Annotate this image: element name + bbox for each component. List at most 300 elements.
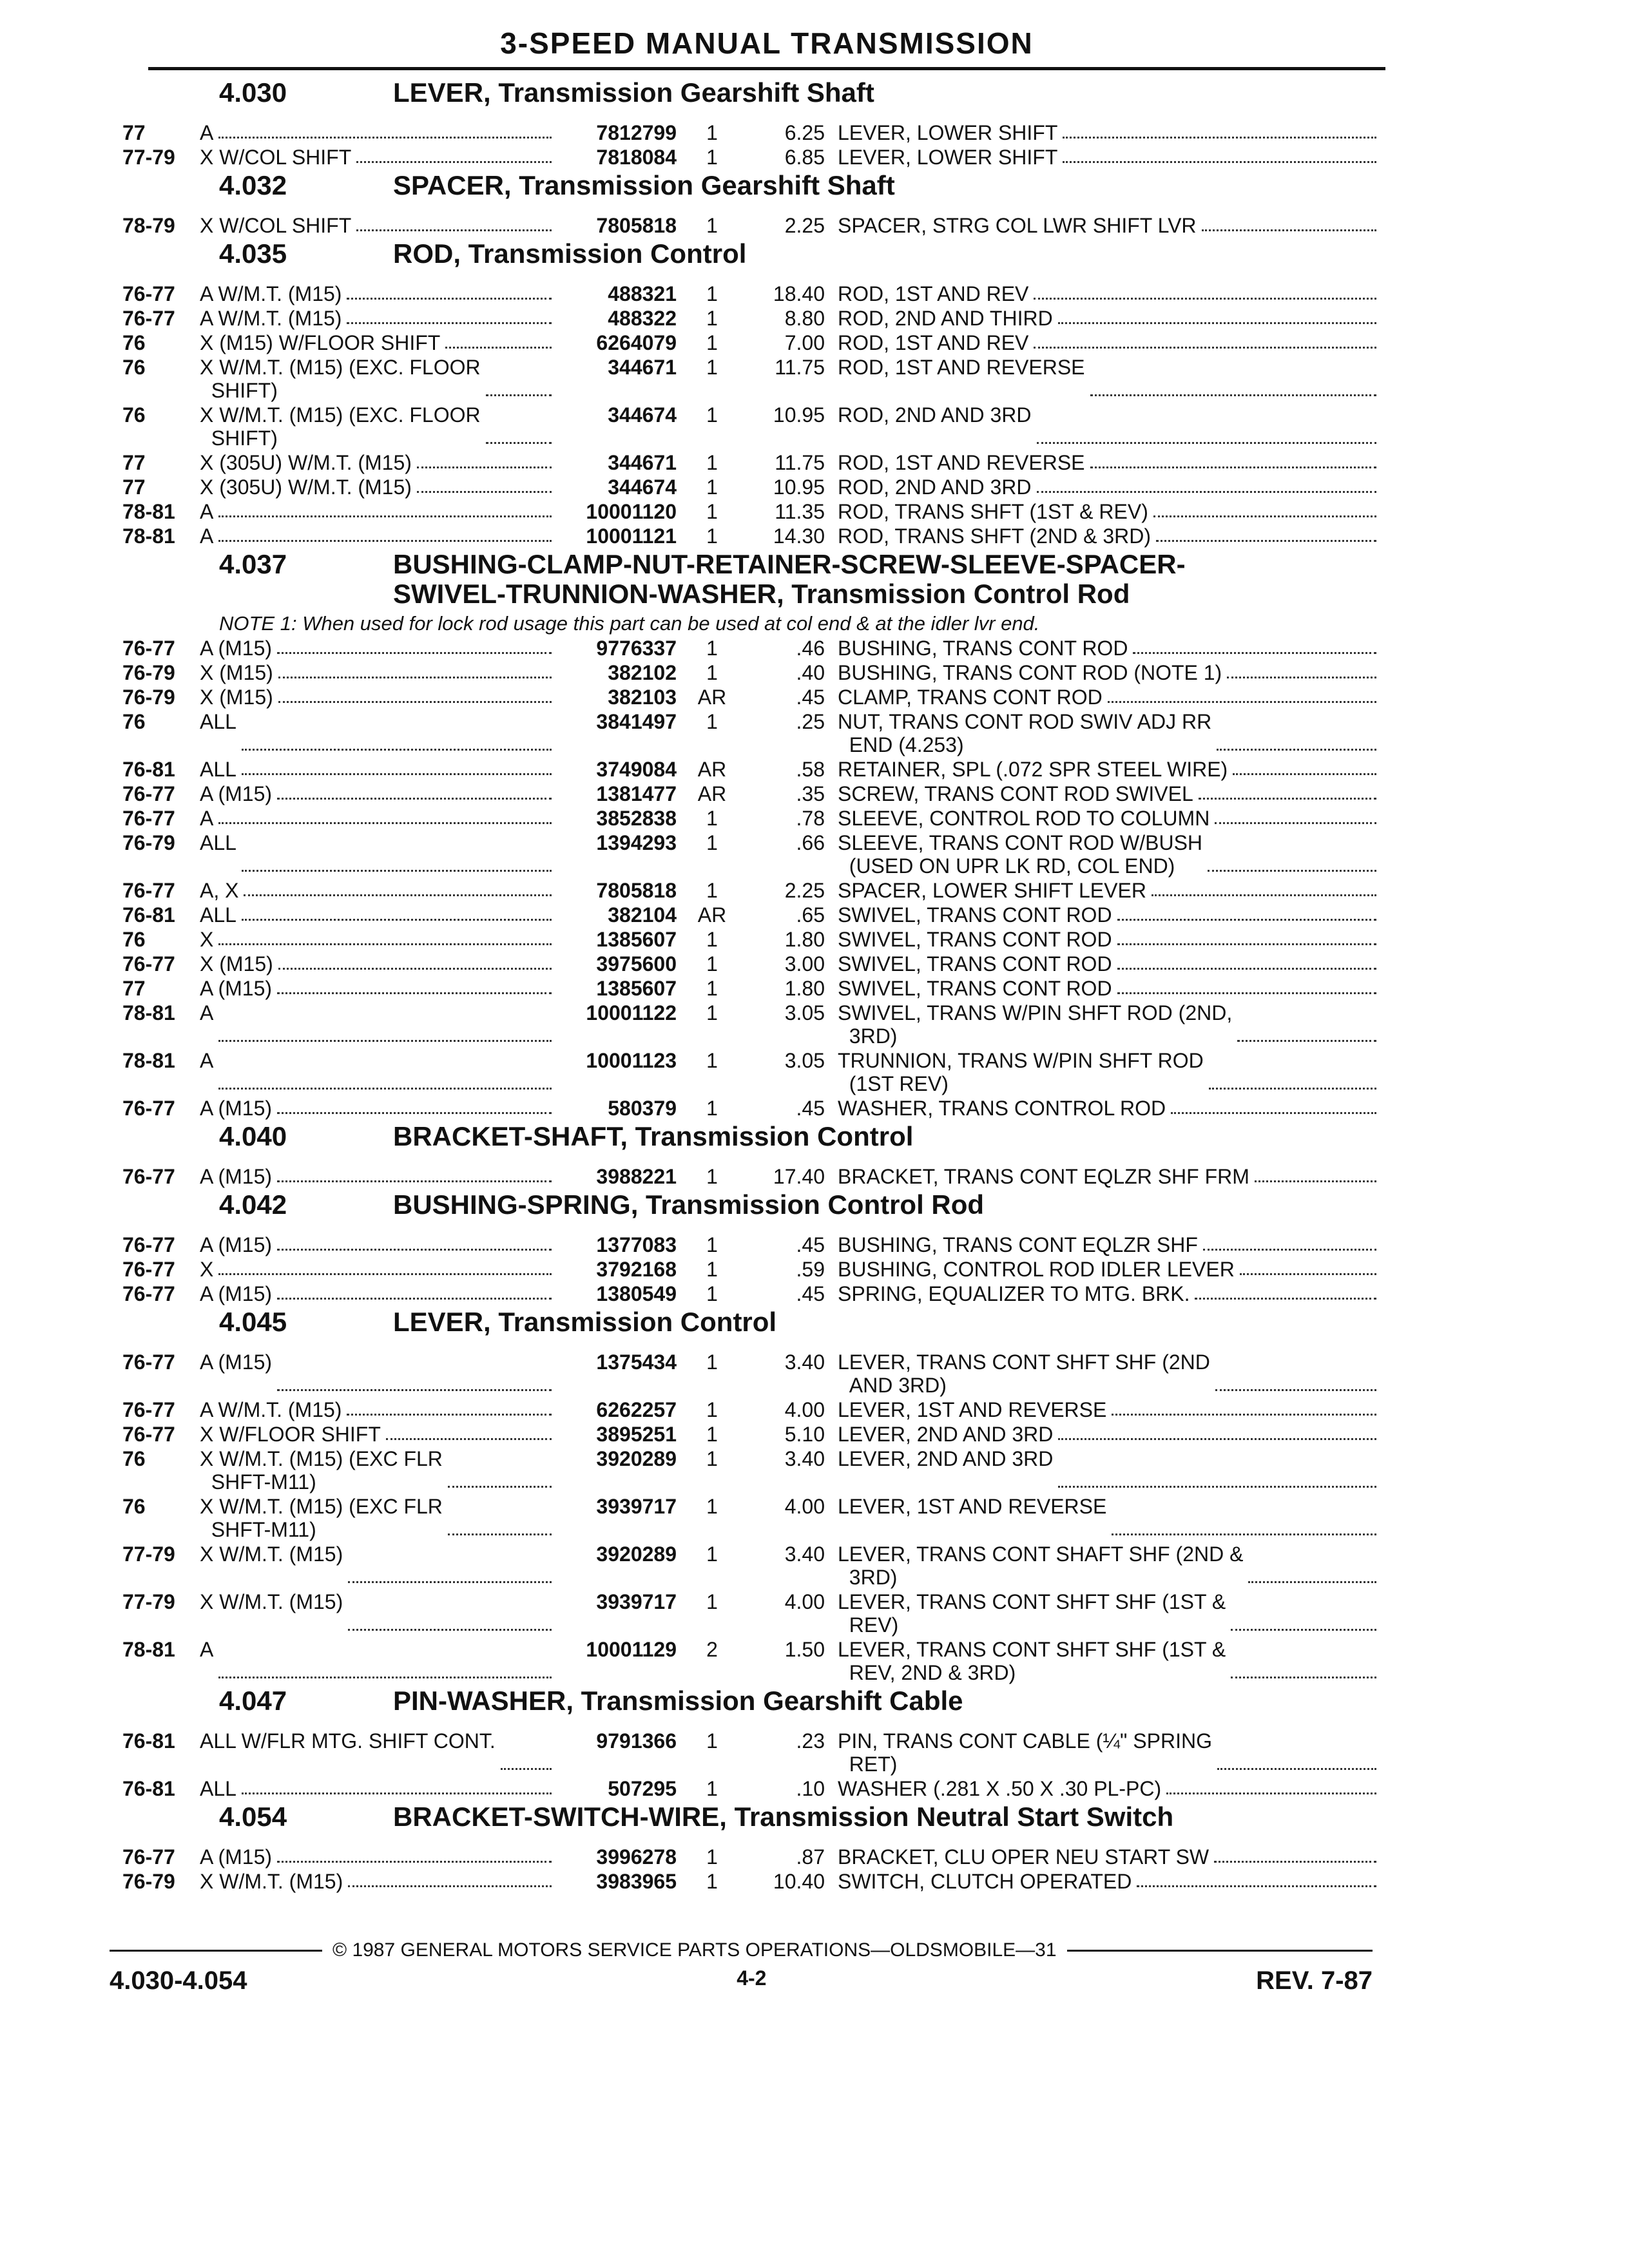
model-years: 76 <box>122 403 146 427</box>
usage-description <box>200 1729 561 1776</box>
leader-dots <box>445 347 552 349</box>
part-name-text: LEVER, 2ND AND 3RD <box>838 1447 1054 1470</box>
part-row <box>122 1233 1385 1256</box>
leader-dots <box>242 870 552 872</box>
leader-dots <box>1199 798 1376 800</box>
price: .45 <box>796 1282 825 1305</box>
part-number: 3852838 <box>596 807 677 830</box>
quantity: 1 <box>706 524 718 548</box>
part-number: 1377083 <box>596 1233 677 1256</box>
part-number: 3988221 <box>596 1165 677 1188</box>
section-header <box>122 1189 1385 1233</box>
usage-text: A <box>200 1001 214 1024</box>
part-number: 3920289 <box>596 1542 677 1566</box>
leader-dots <box>1063 137 1376 139</box>
part-row <box>122 1870 1385 1893</box>
usage-text: A (M15) <box>200 977 273 1000</box>
part-name-text: ROD, 1ST AND REV <box>838 331 1029 354</box>
leader-dots <box>1156 540 1376 542</box>
usage-description <box>200 1447 561 1494</box>
price: 6.25 <box>784 121 825 144</box>
part-name-text: SLEEVE, TRANS CONT ROD W/BUSH (USED ON UPR LK RD, COL END) <box>838 831 1203 878</box>
section-header <box>122 170 1385 214</box>
leader-dots <box>1037 442 1377 444</box>
leader-dots <box>218 943 552 945</box>
model-years: 77-79 <box>122 1542 175 1566</box>
usage-text: X W/M.T. (M15) <box>200 1590 343 1613</box>
leader-dots <box>1215 822 1376 824</box>
part-number: 3792168 <box>596 1258 677 1281</box>
section-header <box>122 1802 1385 1845</box>
usage-text: A (M15) <box>200 1233 273 1256</box>
section-4-037 <box>122 549 1385 1120</box>
leader-dots <box>1227 677 1376 678</box>
part-row <box>122 903 1385 927</box>
part-name-text: LEVER, TRANS CONT SHAFT SHF (2ND & 3RD) <box>838 1542 1244 1589</box>
part-name <box>838 1870 1385 1893</box>
section-title: LEVER, Transmission Gearshift Shaft <box>393 77 874 108</box>
section-4-032 <box>122 170 1385 237</box>
leader-dots <box>278 968 552 970</box>
usage-description <box>200 331 561 354</box>
section-header <box>122 1686 1385 1729</box>
model-years: 76 <box>122 1447 146 1470</box>
part-name <box>838 1001 1385 1048</box>
parts-catalog <box>122 77 1385 1894</box>
leader-dots <box>486 442 552 444</box>
usage-text: A (M15) <box>200 1165 273 1188</box>
price: .45 <box>796 686 825 709</box>
part-name-text: LEVER, 1ST AND REVERSE <box>838 1495 1107 1518</box>
price: 3.00 <box>784 952 825 975</box>
leader-dots <box>242 749 552 751</box>
part-name <box>838 1165 1385 1188</box>
quantity: 1 <box>706 1097 718 1120</box>
leader-dots <box>1133 652 1376 654</box>
part-name-text: ROD, TRANS SHFT (1ST & REV) <box>838 500 1148 523</box>
part-row <box>122 782 1385 805</box>
quantity: 1 <box>706 637 718 660</box>
price: 4.00 <box>784 1495 825 1518</box>
leader-dots <box>218 515 552 517</box>
price: .45 <box>796 1233 825 1256</box>
price: 11.35 <box>775 500 825 523</box>
part-name <box>838 1729 1385 1776</box>
usage-text: X W/M.T. (M15) <box>200 1542 343 1566</box>
section-header <box>122 77 1385 121</box>
part-number: 488322 <box>608 307 677 330</box>
usage-text: ALL W/FLR MTG. SHIFT CONT. <box>200 1729 496 1753</box>
usage-text: ALL <box>200 710 236 733</box>
model-years: 76-77 <box>122 807 175 830</box>
leader-dots <box>1108 701 1376 703</box>
usage-text: ALL <box>200 758 236 781</box>
price: .35 <box>796 782 825 805</box>
leader-dots <box>347 322 552 324</box>
part-name <box>838 1638 1385 1684</box>
leader-dots <box>1034 298 1376 300</box>
leader-dots <box>244 894 552 896</box>
leader-dots <box>277 1298 552 1300</box>
leader-dots <box>242 919 552 921</box>
quantity: 1 <box>706 146 718 169</box>
model-years: 76-77 <box>122 952 175 975</box>
section-code: 4.037 <box>219 549 287 579</box>
footer-rule-left <box>110 1950 322 1952</box>
leader-dots <box>277 992 552 994</box>
usage-text: A (M15) <box>200 637 273 660</box>
model-years: 78-81 <box>122 524 175 548</box>
usage-description <box>200 1777 561 1800</box>
price: .25 <box>796 710 825 733</box>
quantity: 1 <box>706 831 718 854</box>
price: .23 <box>796 1729 825 1753</box>
price: .46 <box>796 637 825 660</box>
price: .10 <box>796 1777 825 1800</box>
price: 5.10 <box>784 1423 825 1446</box>
part-name <box>838 146 1385 169</box>
usage-text: X (M15) W/FLOOR SHIFT <box>200 331 441 354</box>
part-name-text: SCREW, TRANS CONT ROD SWIVEL <box>838 782 1193 805</box>
part-name <box>838 879 1385 902</box>
section-title: SPACER, Transmission Gearshift Shaft <box>393 170 895 200</box>
part-name-text: BUSHING, TRANS CONT EQLZR SHF <box>838 1233 1198 1256</box>
leader-dots <box>1202 229 1376 231</box>
part-row <box>122 1845 1385 1869</box>
leader-dots <box>1209 1088 1376 1090</box>
price: 3.40 <box>784 1447 825 1470</box>
part-row <box>122 879 1385 902</box>
quantity: AR <box>697 686 727 709</box>
part-name <box>838 524 1385 548</box>
part-name <box>838 710 1385 756</box>
price: .87 <box>796 1845 825 1869</box>
part-row <box>122 500 1385 523</box>
price: 3.40 <box>784 1542 825 1566</box>
part-row <box>122 331 1385 354</box>
part-row <box>122 710 1385 756</box>
model-years: 76-77 <box>122 637 175 660</box>
part-row <box>122 1049 1385 1095</box>
leader-dots <box>278 701 552 703</box>
model-years: 76-77 <box>122 307 175 330</box>
part-name <box>838 782 1385 805</box>
model-years: 76 <box>122 356 146 379</box>
part-row <box>122 1258 1385 1281</box>
leader-dots <box>348 1581 552 1583</box>
leader-dots <box>218 1677 552 1678</box>
page-footer <box>110 1939 1373 1995</box>
part-row <box>122 214 1385 237</box>
usage-description <box>200 1495 561 1541</box>
part-name-text: BRACKET, TRANS CONT EQLZR SHF FRM <box>838 1165 1249 1188</box>
usage-text: A W/M.T. (M15) <box>200 307 342 330</box>
leader-dots <box>277 1861 552 1863</box>
usage-description <box>200 637 561 660</box>
quantity: 1 <box>706 476 718 499</box>
usage-text: A <box>200 1638 214 1661</box>
part-name-text: SWIVEL, TRANS CONT ROD <box>838 977 1112 1000</box>
quantity: 1 <box>706 1729 718 1753</box>
usage-text: A <box>200 500 214 523</box>
section-header <box>122 549 1385 611</box>
part-name <box>838 1282 1385 1305</box>
leader-dots <box>356 161 552 163</box>
leader-dots <box>1237 1040 1376 1042</box>
part-name-text: SLEEVE, CONTROL ROD TO COLUMN <box>838 807 1210 830</box>
part-number: 10001120 <box>586 500 677 523</box>
section-code: 4.030 <box>219 77 287 108</box>
part-name <box>838 1777 1385 1800</box>
quantity: 1 <box>706 1845 718 1869</box>
footer-range: 4.030-4.054 <box>110 1966 247 1995</box>
part-name-text: LEVER, TRANS CONT SHFT SHF (1ST & REV, 2ND & 3RD) <box>838 1638 1226 1684</box>
part-row <box>122 121 1385 144</box>
usage-description <box>200 1870 561 1893</box>
part-number: 1375434 <box>596 1350 677 1374</box>
price: .58 <box>796 758 825 781</box>
part-name <box>838 903 1385 927</box>
leader-dots <box>1248 1581 1376 1583</box>
part-row <box>122 451 1385 474</box>
leader-dots <box>347 298 552 300</box>
part-number: 10001121 <box>586 524 677 548</box>
part-number: 1381477 <box>596 782 677 805</box>
part-number: 344671 <box>608 356 677 379</box>
usage-text: X W/M.T. (M15) (EXC. FLOOR SHIFT) <box>200 403 481 450</box>
usage-text: X W/FLOOR SHIFT <box>200 1423 381 1446</box>
quantity: 1 <box>706 928 718 951</box>
part-row <box>122 637 1385 660</box>
usage-description <box>200 1001 561 1048</box>
part-row <box>122 807 1385 830</box>
part-row <box>122 476 1385 499</box>
part-name-text: WASHER (.281 X .50 X .30 PL-PC) <box>838 1777 1162 1800</box>
usage-text: A <box>200 524 214 548</box>
part-name-text: WASHER, TRANS CONTROL ROD <box>838 1097 1166 1120</box>
leader-dots <box>1137 1885 1376 1887</box>
part-name <box>838 928 1385 951</box>
part-name <box>838 214 1385 237</box>
section-title: BUSHING-SPRING, Transmission Control Rod <box>393 1189 985 1220</box>
model-years: 76 <box>122 1495 146 1518</box>
part-name <box>838 476 1385 499</box>
footer-rule-right <box>1067 1950 1373 1952</box>
model-years: 77 <box>122 451 146 474</box>
model-years: 76 <box>122 928 146 951</box>
price: .65 <box>796 903 825 927</box>
part-row <box>122 403 1385 450</box>
quantity: 1 <box>706 403 718 427</box>
model-years: 76-81 <box>122 1729 175 1753</box>
usage-text: X W/M.T. (M15) <box>200 1870 343 1893</box>
leader-dots <box>1058 322 1376 324</box>
part-name-text: SPACER, LOWER SHIFT LEVER <box>838 879 1146 902</box>
quantity: 1 <box>706 282 718 305</box>
model-years: 76-79 <box>122 831 175 854</box>
part-name-text: LEVER, LOWER SHIFT <box>838 121 1058 144</box>
model-years: 78-79 <box>122 214 175 237</box>
part-row <box>122 146 1385 169</box>
part-number: 6262257 <box>596 1398 677 1421</box>
footer-line <box>110 1939 1373 1961</box>
part-name-text: ROD, 1ST AND REV <box>838 282 1029 305</box>
usage-text: A W/M.T. (M15) <box>200 282 342 305</box>
usage-text: A <box>200 1049 214 1072</box>
part-number: 1380549 <box>596 1282 677 1305</box>
model-years: 76-77 <box>122 1165 175 1188</box>
part-number: 3996278 <box>596 1845 677 1869</box>
leader-dots <box>1063 161 1376 163</box>
model-years: 77 <box>122 476 146 499</box>
part-name-text: SWIVEL, TRANS CONT ROD <box>838 952 1112 975</box>
quantity: 1 <box>706 121 718 144</box>
part-name <box>838 807 1385 830</box>
usage-description <box>200 928 561 951</box>
section-title: BRACKET-SWITCH-WIRE, Transmission Neutral Start Switch <box>393 1802 1174 1832</box>
part-row <box>122 758 1385 781</box>
leader-dots <box>277 798 552 800</box>
part-row <box>122 977 1385 1000</box>
part-name-text: LEVER, 1ST AND REVERSE <box>838 1398 1107 1421</box>
price: .40 <box>796 661 825 684</box>
usage-text: A (M15) <box>200 1282 273 1305</box>
model-years: 76-77 <box>122 1233 175 1256</box>
usage-description <box>200 758 561 781</box>
usage-description <box>200 831 561 878</box>
section-code: 4.054 <box>219 1802 287 1832</box>
usage-description <box>200 282 561 305</box>
usage-text: X (M15) <box>200 686 273 709</box>
price: 1.80 <box>784 977 825 1000</box>
section-4-054 <box>122 1802 1385 1893</box>
part-name-text: LEVER, TRANS CONT SHFT SHF (2ND AND 3RD) <box>838 1350 1210 1397</box>
part-row <box>122 1282 1385 1305</box>
quantity: 1 <box>706 214 718 237</box>
part-name-text: CLAMP, TRANS CONT ROD <box>838 686 1103 709</box>
part-name <box>838 451 1385 474</box>
part-number: 3749084 <box>596 758 677 781</box>
usage-text: X W/M.T. (M15) (EXC FLR SHFT-M11) <box>200 1447 443 1494</box>
quantity: 1 <box>706 1590 718 1613</box>
part-name <box>838 977 1385 1000</box>
usage-text: A <box>200 121 214 144</box>
part-name <box>838 356 1385 402</box>
model-years: 76-77 <box>122 1097 175 1120</box>
part-row <box>122 1495 1385 1541</box>
usage-description <box>200 782 561 805</box>
part-name <box>838 831 1385 878</box>
usage-description <box>200 1282 561 1305</box>
quantity: 1 <box>706 1049 718 1072</box>
section-code: 4.040 <box>219 1121 287 1151</box>
part-number: 1385607 <box>596 928 677 951</box>
leader-dots <box>218 822 552 824</box>
footer-page-number: 4-2 <box>737 1966 767 1990</box>
part-row <box>122 1777 1385 1800</box>
usage-description <box>200 661 561 684</box>
part-row <box>122 1638 1385 1684</box>
part-name <box>838 637 1385 660</box>
usage-text: A, X <box>200 879 239 902</box>
section-note: NOTE 1: When used for lock rod usage this part can be used at col end & at the idler lvr end. <box>219 612 1040 635</box>
usage-text: A (M15) <box>200 1097 273 1120</box>
section-4-047 <box>122 1686 1385 1800</box>
price: 3.05 <box>784 1001 825 1024</box>
price: 8.80 <box>784 307 825 330</box>
quantity: 1 <box>706 1165 718 1188</box>
quantity: 1 <box>706 1870 718 1893</box>
leader-dots <box>1214 1861 1376 1863</box>
part-number: 382104 <box>608 903 677 927</box>
part-number: 7805818 <box>596 879 677 902</box>
usage-text: ALL <box>200 831 236 854</box>
part-name-text: BRACKET, CLU OPER NEU START SW <box>838 1845 1210 1869</box>
model-years: 76-79 <box>122 661 175 684</box>
part-name-text: ROD, 1ST AND REVERSE <box>838 451 1085 474</box>
section-title: PIN-WASHER, Transmission Gearshift Cable <box>393 1686 963 1716</box>
part-name-text: SPACER, STRG COL LWR SHIFT LVR <box>838 214 1197 237</box>
quantity: 1 <box>706 451 718 474</box>
part-name <box>838 403 1385 450</box>
part-row <box>122 1590 1385 1637</box>
usage-text: X W/M.T. (M15) (EXC. FLOOR SHIFT) <box>200 356 481 402</box>
part-name-text: PIN, TRANS CONT CABLE (¼" SPRING RET) <box>838 1729 1212 1776</box>
footer-bottom <box>110 1966 1373 1995</box>
price: 11.75 <box>775 356 825 379</box>
model-years: 76-77 <box>122 1350 175 1374</box>
price: 6.85 <box>784 146 825 169</box>
part-name-text: SWIVEL, TRANS CONT ROD <box>838 928 1112 951</box>
usage-description <box>200 710 561 756</box>
leader-dots <box>1255 1180 1376 1182</box>
part-name <box>838 121 1385 144</box>
part-row <box>122 952 1385 975</box>
leader-dots <box>1166 1792 1376 1794</box>
part-name <box>838 331 1385 354</box>
price: 10.95 <box>773 403 825 427</box>
leader-dots <box>1208 870 1376 872</box>
part-row <box>122 356 1385 402</box>
model-years: 77 <box>122 121 146 144</box>
section-4-040 <box>122 1121 1385 1188</box>
model-years: 76-81 <box>122 903 175 927</box>
price: 18.40 <box>773 282 825 305</box>
part-number: 10001123 <box>586 1049 677 1072</box>
quantity: 1 <box>706 1001 718 1024</box>
model-years: 76 <box>122 331 146 354</box>
leader-dots <box>1231 1629 1376 1631</box>
usage-text: X (M15) <box>200 952 273 975</box>
part-row <box>122 1097 1385 1120</box>
leader-dots <box>1037 491 1377 493</box>
usage-description <box>200 952 561 975</box>
footer-revision: REV. 7-87 <box>1256 1966 1373 1995</box>
part-number: 3975600 <box>596 952 677 975</box>
leader-dots <box>1215 1389 1376 1391</box>
leader-dots <box>347 1414 552 1416</box>
part-row <box>122 1350 1385 1397</box>
leader-dots <box>277 1389 552 1391</box>
section-header <box>122 1121 1385 1165</box>
part-row <box>122 1165 1385 1188</box>
quantity: AR <box>697 758 727 781</box>
quantity: 1 <box>706 1258 718 1281</box>
leader-dots <box>1090 394 1376 396</box>
leader-dots <box>348 1885 552 1887</box>
leader-dots <box>1117 968 1376 970</box>
leader-dots <box>1117 943 1376 945</box>
